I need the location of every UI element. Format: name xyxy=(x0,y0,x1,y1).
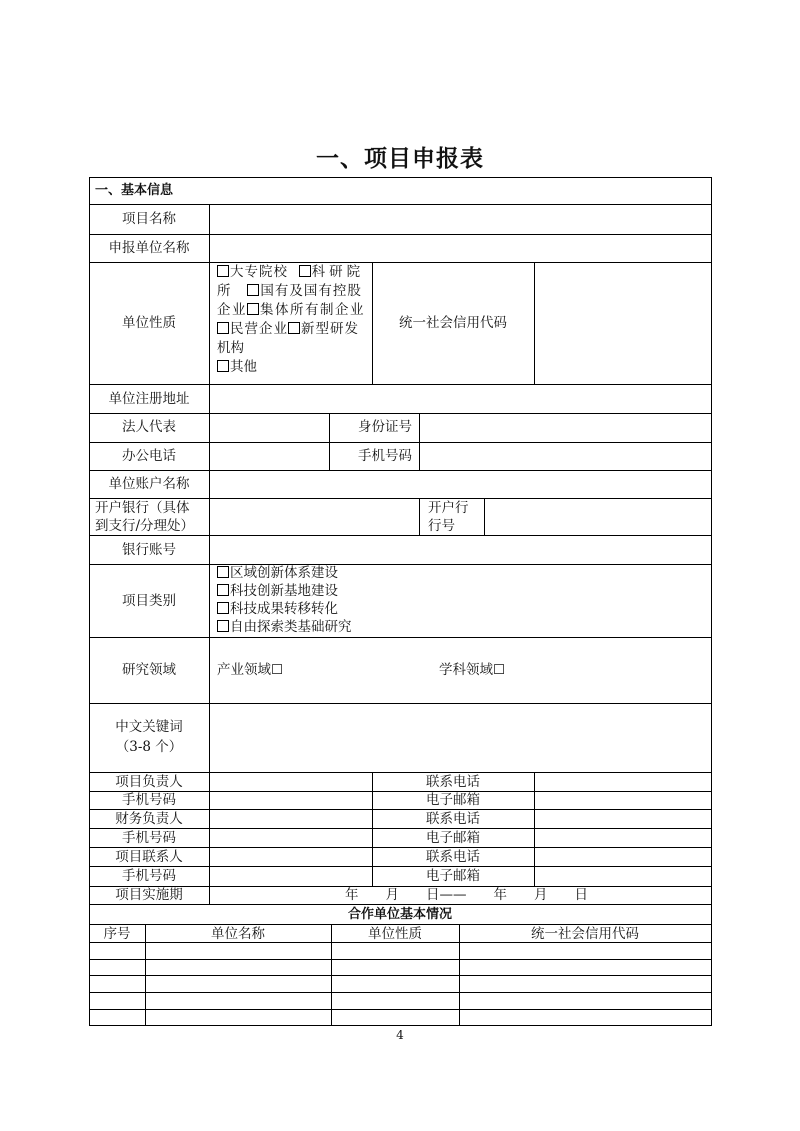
row-rule xyxy=(89,866,712,867)
label-project-category: 项目类别 xyxy=(122,593,176,609)
checkbox-unit-state-owned[interactable] xyxy=(247,284,259,296)
row-rule xyxy=(89,828,712,829)
row-rule xyxy=(89,791,712,792)
unit-nature-options-line2: 所 国有及国有控股 xyxy=(217,283,362,299)
label-account-name: 单位账户名称 xyxy=(108,476,190,492)
discipline-field-option[interactable]: 学科领域☐ xyxy=(439,662,506,678)
label-finance-leader: 财务负责人 xyxy=(115,811,183,827)
border-left xyxy=(89,177,90,1026)
checkbox-category-transfer[interactable] xyxy=(217,602,229,614)
label-project-name: 项目名称 xyxy=(122,211,176,227)
label-contact-phone: 联系电话 xyxy=(426,774,480,790)
checkbox-unit-other[interactable] xyxy=(217,360,229,372)
label-finance-mobile: 手机号码 xyxy=(122,830,176,846)
col-rule xyxy=(534,772,535,886)
checkbox-unit-university[interactable] xyxy=(217,265,229,277)
col-rule xyxy=(459,924,460,1025)
checkbox-unit-collective[interactable] xyxy=(247,303,259,315)
coop-col-unit-name: 单位名称 xyxy=(211,926,265,942)
col-rule xyxy=(484,498,485,535)
unit-nature-options-line1: 大专院校 科研院 xyxy=(217,263,364,282)
row-rule xyxy=(89,204,712,205)
unit-nature-options-line6: 其他 xyxy=(217,358,257,377)
row-rule xyxy=(89,442,712,443)
unit-nature-options-line4: 民营企业 新型研发 xyxy=(217,320,359,339)
label-project-leader: 项目负责人 xyxy=(115,774,183,790)
label-leader-mobile: 手机号码 xyxy=(122,792,176,808)
label-legal-rep: 法人代表 xyxy=(122,419,176,435)
label-project-contact: 项目联系人 xyxy=(115,849,183,865)
checkbox-unit-new-rd[interactable] xyxy=(288,322,300,334)
label-bank-line1: 开户银行（具体 xyxy=(95,500,190,516)
unit-nature-options-line5: 机构 xyxy=(217,340,244,356)
cooperation-heading: 合作单位基本情况 xyxy=(347,907,453,922)
row-rule xyxy=(89,413,712,414)
category-option: 自由探索类基础研究 xyxy=(217,618,352,637)
label-contact-mobile: 手机号码 xyxy=(122,868,176,884)
application-form-table xyxy=(89,177,712,1026)
label-id-number: 身份证号 xyxy=(358,419,412,435)
row-rule xyxy=(89,637,712,638)
col-rule xyxy=(372,262,373,384)
label-keywords-line1: 中文关键词 xyxy=(115,719,183,735)
label-finance-phone: 联系电话 xyxy=(426,811,480,827)
label-bank-account: 银行账号 xyxy=(122,542,176,558)
row-rule xyxy=(89,384,712,385)
border-right xyxy=(711,177,712,1026)
label-period: 项目实施期 xyxy=(115,887,183,903)
coop-col-credit-code: 统一社会信用代码 xyxy=(531,926,639,942)
label-applicant-unit: 申报单位名称 xyxy=(108,240,190,256)
row-rule xyxy=(89,564,712,565)
coop-col-unit-nature: 单位性质 xyxy=(368,926,422,942)
row-rule xyxy=(89,234,712,235)
label-office-phone: 办公电话 xyxy=(122,448,176,464)
label-unit-nature: 单位性质 xyxy=(122,315,176,331)
row-rule xyxy=(89,975,712,976)
checkbox-category-basic-research[interactable] xyxy=(217,620,229,632)
col-rule xyxy=(331,924,332,1025)
coop-col-index: 序号 xyxy=(103,926,131,942)
row-rule xyxy=(89,535,712,536)
label-bank-no-line2: 行号 xyxy=(428,518,455,534)
label-finance-email: 电子邮箱 xyxy=(426,830,480,846)
label-research-field: 研究领域 xyxy=(122,662,176,678)
row-rule xyxy=(89,992,712,993)
col-rule xyxy=(419,498,420,535)
row-rule xyxy=(89,470,712,471)
label-bank-line2: 到支行/分理处） xyxy=(95,518,195,534)
label-keywords-line2: （3-8 个） xyxy=(115,739,183,755)
label-mobile: 手机号码 xyxy=(358,448,412,464)
period-value: 年 月 日—— 年 月 日 xyxy=(345,887,588,903)
col-rule xyxy=(372,772,373,886)
label-contact-person-phone: 联系电话 xyxy=(426,849,480,865)
category-option: 科技成果转移转化 xyxy=(217,600,338,619)
row-rule xyxy=(89,703,712,704)
col-rule xyxy=(419,413,420,470)
row-rule xyxy=(89,959,712,960)
col-rule xyxy=(145,924,146,1025)
label-registered-address: 单位注册地址 xyxy=(108,391,190,407)
checkbox-unit-private[interactable] xyxy=(217,322,229,334)
border-top xyxy=(89,177,712,178)
unit-nature-options-line3: 企业 集体所有制企业 xyxy=(217,302,365,318)
category-option: 科技创新基地建设 xyxy=(217,582,338,601)
page-title: 一、项目申报表 xyxy=(316,146,484,172)
border-bottom xyxy=(89,1025,712,1026)
section-heading: 一、基本信息 xyxy=(95,183,174,198)
checkbox-unit-institute[interactable] xyxy=(299,265,311,277)
category-option: 区域创新体系建设 xyxy=(217,564,338,583)
row-rule xyxy=(89,1009,712,1010)
col-rule xyxy=(534,262,535,384)
label-credit-code: 统一社会信用代码 xyxy=(399,315,507,331)
label-leader-email: 电子邮箱 xyxy=(426,792,480,808)
label-bank-no-line1: 开户行 xyxy=(428,500,469,516)
col-rule xyxy=(209,204,210,904)
page-number: 4 xyxy=(396,1028,404,1042)
industry-field-option[interactable]: 产业领域☐ xyxy=(217,662,284,678)
row-rule xyxy=(89,904,712,905)
label-contact-email: 电子邮箱 xyxy=(426,868,480,884)
row-rule xyxy=(89,262,712,263)
checkbox-category-regional[interactable] xyxy=(217,566,229,578)
col-rule xyxy=(329,413,330,470)
checkbox-category-base[interactable] xyxy=(217,584,229,596)
